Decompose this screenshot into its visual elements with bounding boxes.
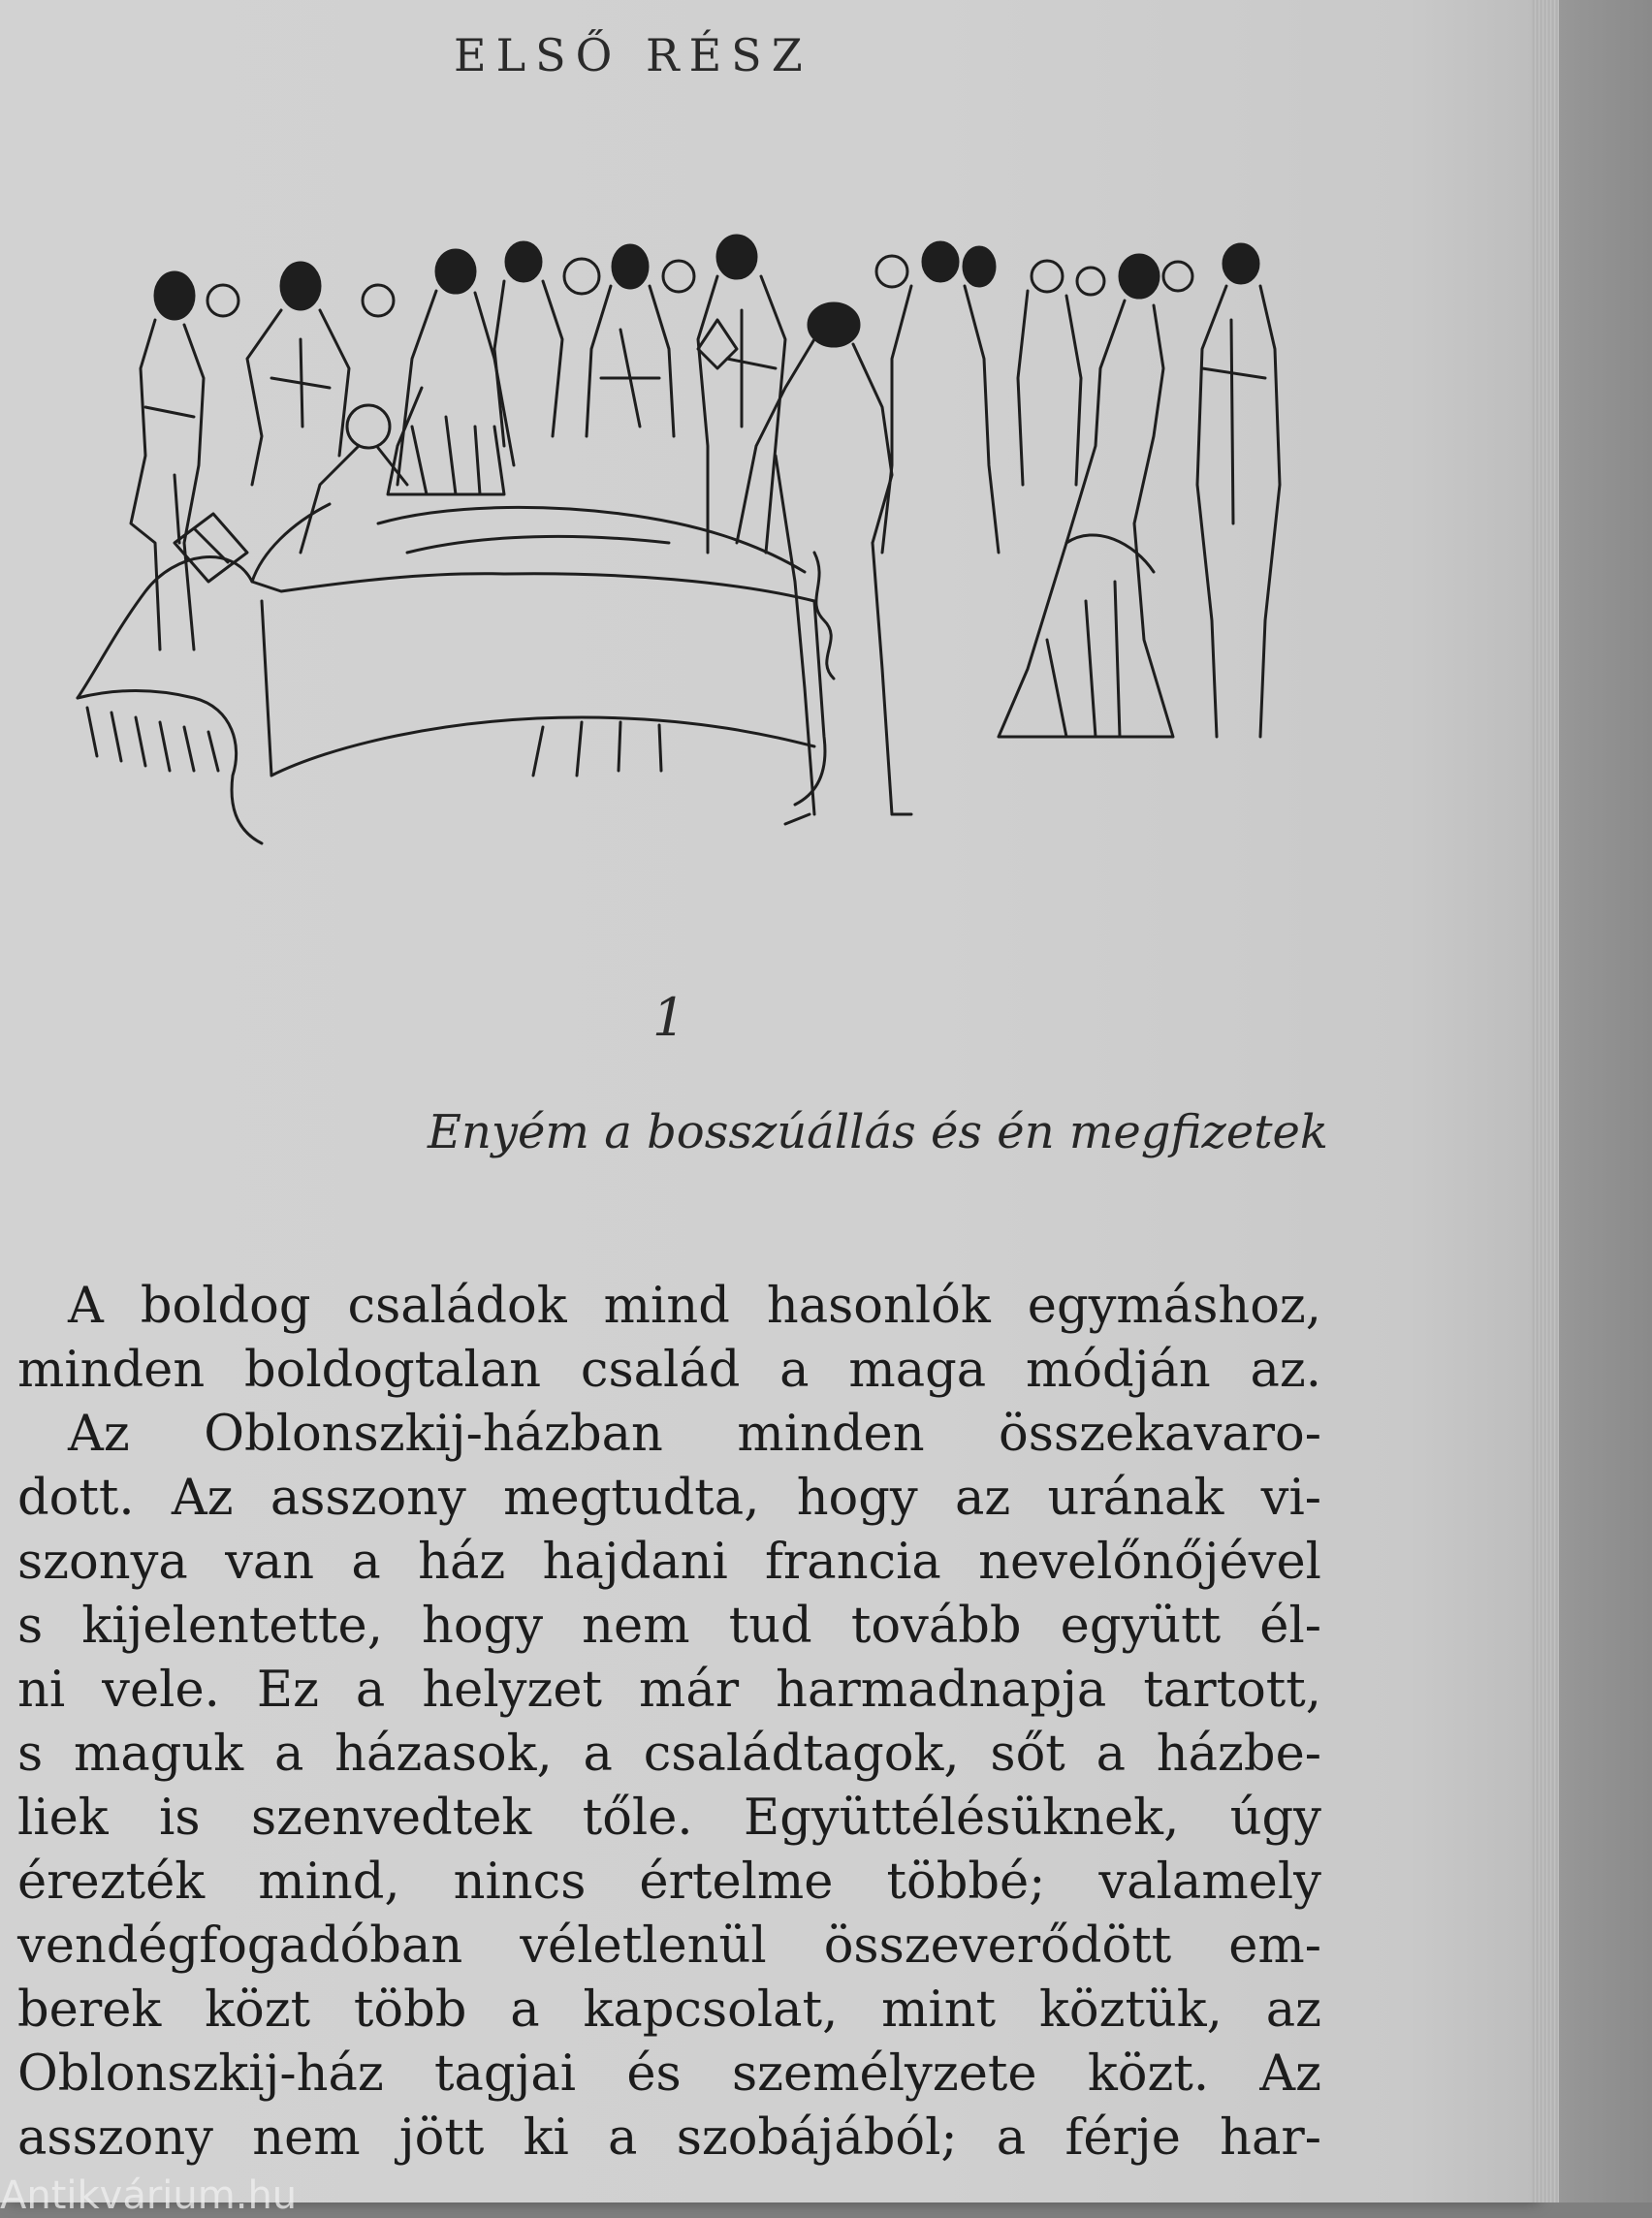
ink-sketch-illustration <box>39 233 1299 872</box>
text-line: szonya van a ház hajdani francia nevelőnőjével <box>17 1534 1321 1591</box>
text-line: asszony nem jött ki a szobájából; a férje har- <box>17 2109 1321 2167</box>
text-line: Oblonszkij-ház tagjai és személyzete közt. Az <box>17 2045 1321 2103</box>
text-line: vendégfogadóban véletlenül összeverődött em- <box>17 1917 1321 1975</box>
text-line: ni vele. Ez a helyzet már harmadnapja tartott, <box>17 1662 1321 1719</box>
text-line: Az Oblonszkij-házban minden összekavaro- <box>68 1406 1321 1463</box>
text-line: A boldog családok mind hasonlók egymáshoz, <box>68 1278 1321 1335</box>
chapter-epigraph: Enyém a bosszúállás és én megfizetek <box>427 1105 1328 1159</box>
chapter-body-text <box>17 1275 1321 2170</box>
page-edge <box>1532 0 1559 2202</box>
watermark: Antikvárium.hu <box>0 2173 298 2218</box>
chapter-number: 1 <box>651 987 686 1048</box>
text-line: érezték mind, nincs értelme többé; valamely <box>17 1854 1321 1911</box>
text-line: dott. Az asszony megtudta, hogy az urának vi- <box>17 1470 1321 1527</box>
text-line: liek is szenvedtek tőle. Együttélésüknek, úgy <box>17 1790 1321 1847</box>
text-line: minden boldogtalan család a maga módján az. <box>17 1342 1321 1399</box>
running-head: ELSŐ RÉSZ <box>454 29 812 81</box>
text-line: s kijelentette, hogy nem tud tovább együtt él- <box>17 1598 1321 1655</box>
text-line: berek közt több a kapcsolat, mint köztük, az <box>17 1981 1321 2039</box>
text-line: s maguk a házasok, a családtagok, sőt a házbe- <box>17 1726 1321 1783</box>
